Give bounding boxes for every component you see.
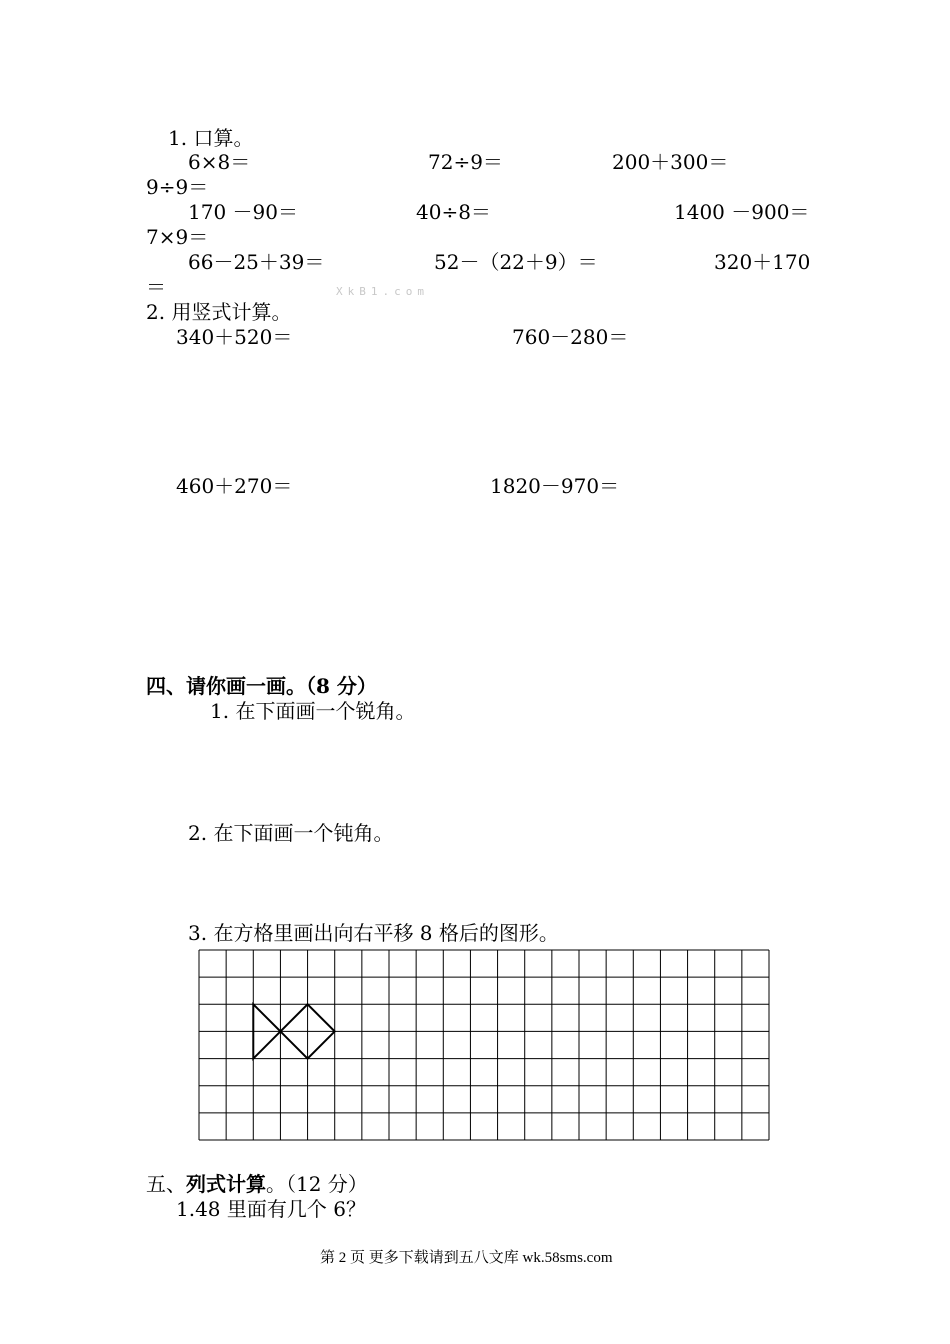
vertical-item: 1820－970＝ <box>490 474 620 498</box>
page-footer: 第 2 页 更多下载请到五八文库 wk.58sms.com <box>320 1250 613 1266</box>
heading-suffix: 。（12 分） <box>266 1172 368 1196</box>
oral-item: 6×8＝ <box>188 150 251 174</box>
vertical-calc-title: 2. 用竖式计算。 <box>146 300 292 324</box>
oral-item: 1400 －900＝ <box>674 200 810 224</box>
vertical-item: 340＋520＝ <box>176 325 293 349</box>
oral-item: 52－（22＋9）＝ <box>434 250 598 274</box>
watermark: XkB1.com <box>336 285 429 298</box>
oral-item: 200＋300＝ <box>612 150 729 174</box>
vertical-item: 460＋270＝ <box>176 474 293 498</box>
oral-item: 72÷9＝ <box>428 150 503 174</box>
section-heading-draw: 四、请你画一画。（8 分） <box>146 674 377 698</box>
oral-item: 7×9＝ <box>146 225 209 249</box>
vertical-item: 760－280＝ <box>512 325 629 349</box>
square-grid[interactable] <box>197 948 771 1142</box>
heading-bold: 列式计算 <box>186 1172 266 1196</box>
expression-item: 1.48 里面有几个 6？ <box>176 1197 366 1221</box>
oral-item: 320＋170 <box>714 250 811 274</box>
draw-item-obtuse: 2. 在下面画一个钝角。 <box>188 821 394 845</box>
oral-item: 170 －90＝ <box>188 200 298 224</box>
heading-prefix: 五、 <box>146 1172 186 1196</box>
oral-item: 40÷8＝ <box>416 200 491 224</box>
draw-item-acute: 1. 在下面画一个锐角。 <box>210 699 416 723</box>
oral-calc-title: 1. 口算。 <box>168 126 254 150</box>
draw-item-translate: 3. 在方格里画出向右平移 8 格后的图形。 <box>188 921 559 945</box>
oral-item: 66－25＋39＝ <box>188 250 325 274</box>
section-heading-expression <box>146 1172 368 1196</box>
oral-item: 9÷9＝ <box>146 175 209 199</box>
oral-item: ＝ <box>146 275 166 299</box>
